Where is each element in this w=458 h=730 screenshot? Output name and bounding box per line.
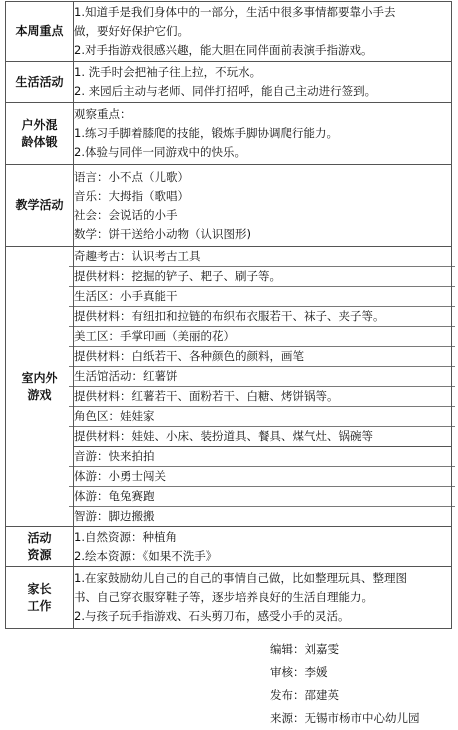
credit-source: 来源：无锡市杨市中心幼儿园 xyxy=(270,711,420,725)
area-title: 生活区：小手真能干 xyxy=(69,287,455,307)
credit-reviewer: 审核：李媛 xyxy=(270,665,328,679)
resources-content xyxy=(74,527,452,567)
teaching-line: 社会：会说话的小手 xyxy=(74,207,178,222)
focus-line: 1.知道手是我们身体中的一部分，生活中很多事情都要靠小手去 xyxy=(74,5,396,19)
indoor-areas-list xyxy=(69,247,455,446)
area-materials: 提供材料：挖掘的铲子、耙子、刷子等。 xyxy=(69,267,455,287)
outdoor-heading-line: 龄体锻 xyxy=(21,134,58,149)
teaching-line: 语言：小不点（儿歌） xyxy=(74,169,189,184)
area-materials: 提供材料：娃娃、小床、装扮道具、餐具、煤气灶、锅碗等 xyxy=(74,429,373,443)
parents-line: 书、自己穿衣服穿鞋子等，逐步培养良好的生活自理能力。 xyxy=(74,590,373,604)
teaching-line: 音乐：大拇指（歌唱） xyxy=(74,188,189,203)
outdoor-heading-line: 户外混 xyxy=(21,117,58,132)
area-title: 生活馆活动：红薯饼 xyxy=(69,367,455,387)
row-heading-resources xyxy=(6,527,74,567)
parents-heading-line: 家长 xyxy=(27,581,52,596)
row-teaching xyxy=(6,165,452,247)
row-life xyxy=(6,62,452,103)
game-item: 体游：龟兔赛跑 xyxy=(69,487,455,507)
area-materials: 提供材料：红薯若干、面粉若干、白糖、烤饼锅等。 xyxy=(69,387,455,407)
row-indoor-games xyxy=(6,447,452,527)
area-title: 角色区：娃娃家 xyxy=(69,407,455,427)
resources-line: 1.自然资源：种植角 xyxy=(74,529,177,544)
focus-content xyxy=(74,2,452,62)
parents-heading-line: 工作 xyxy=(27,598,52,613)
area-materials: 提供材料：有纽扣和拉链的布织布衣服若干、袜子、夹子等。 xyxy=(69,307,455,327)
outdoor-line: 观察重点： xyxy=(74,107,132,121)
area-title: 美工区：手掌印画（美丽的花） xyxy=(69,327,455,347)
outdoor-line: 2.体验与同伴一同游戏中的快乐。 xyxy=(74,145,246,159)
row-heading-indoor xyxy=(6,247,74,527)
weekly-plan-table xyxy=(5,1,452,629)
parents-line: 2.与孩子玩手指游戏、石头剪刀布，感受小手的灵活。 xyxy=(74,609,350,623)
resources-heading-line: 资源 xyxy=(27,547,52,562)
teaching-content xyxy=(74,165,452,247)
credit-editor: 编辑：刘嘉雯 xyxy=(270,642,339,656)
game-item: 体游：小勇士闯关 xyxy=(69,467,455,487)
row-heading-teaching: 教学活动 xyxy=(6,165,74,247)
row-focus xyxy=(6,2,452,62)
game-item: 智游：脚边搬搬 xyxy=(74,509,155,523)
row-indoor-areas xyxy=(6,247,452,447)
credits-block xyxy=(270,638,420,730)
parents-content xyxy=(74,567,452,629)
outdoor-line: 1.练习手脚着膝爬的技能，锻炼手脚协调爬行能力。 xyxy=(74,126,338,140)
row-resources xyxy=(6,527,452,567)
parents-line: 1.在家鼓励幼儿自己的自己的事情自己做，比如整理玩具、整理图 xyxy=(74,571,407,585)
row-heading-outdoor xyxy=(6,103,74,165)
row-heading-life: 生活活动 xyxy=(6,62,74,103)
row-parents xyxy=(6,567,452,629)
row-outdoor xyxy=(6,103,452,165)
area-title: 奇趣考古：认识考古工具 xyxy=(69,247,455,267)
indoor-areas-content xyxy=(74,247,452,447)
weekly-plan-sheet xyxy=(5,1,451,629)
focus-line: 做，要好好保护它们。 xyxy=(74,24,189,38)
indoor-heading-line: 室内外 xyxy=(21,370,58,385)
indoor-games-list xyxy=(69,447,455,526)
focus-line: 2.对手指游戏很感兴趣，能大胆在同伴面前表演手指游戏。 xyxy=(74,43,373,57)
indoor-games-content xyxy=(74,447,452,527)
game-item: 音游：快来拍拍 xyxy=(69,447,455,467)
area-materials: 提供材料：白纸若干、各种颜色的颜料，画笔 xyxy=(69,347,455,367)
outdoor-content xyxy=(74,103,452,165)
life-line: 1. 洗手时会把袖子往上拉，不玩水。 xyxy=(74,65,262,79)
credit-publisher: 发布：邵建英 xyxy=(270,688,339,702)
resources-line: 2.绘本资源：《如果不洗手》 xyxy=(74,548,218,563)
row-heading-focus: 本周重点 xyxy=(6,2,74,62)
life-content xyxy=(74,62,452,103)
row-heading-parents xyxy=(6,567,74,629)
indoor-heading-line: 游戏 xyxy=(27,387,52,402)
resources-heading-line: 活动 xyxy=(27,530,52,545)
teaching-line: 数学：饼干送给小动物（认识图形) xyxy=(74,226,251,241)
life-line: 2. 来园后主动与老师、同伴打招呼，能自己主动进行签到。 xyxy=(74,84,377,98)
